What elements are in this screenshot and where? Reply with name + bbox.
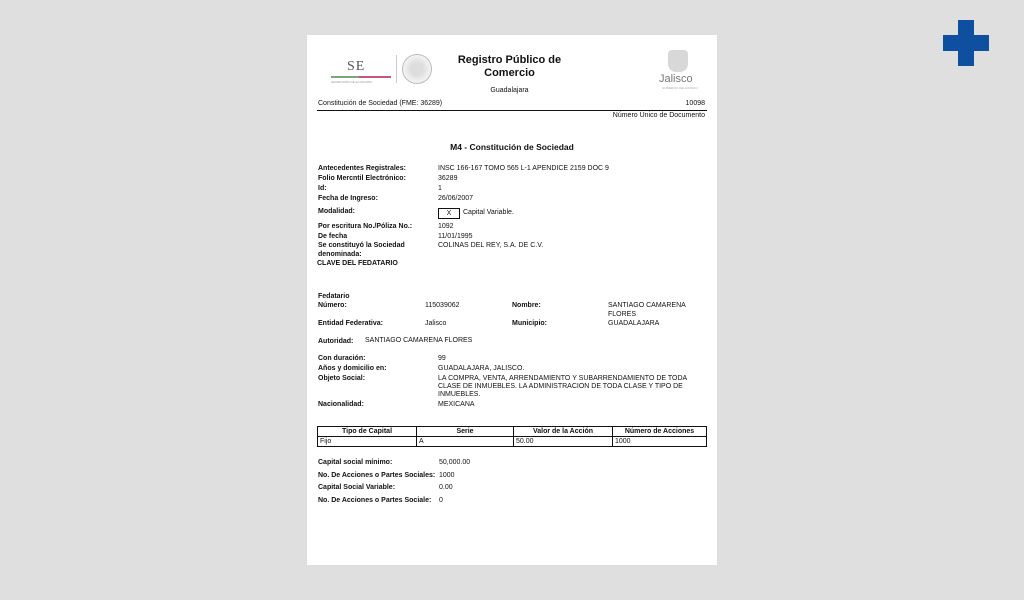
- col-numero: Número de Acciones: [613, 427, 707, 437]
- capital-variable-label: Capital Social Variable:: [318, 484, 396, 491]
- capital-minimo-label: Capital social mínimo:: [318, 459, 393, 466]
- denominada-value: COLINAS DEL REY, S.A. DE C.V.: [438, 242, 544, 249]
- fecha-ingreso-label: Fecha de Ingreso:: [318, 195, 378, 202]
- objeto-label: Objeto Social:: [318, 375, 366, 382]
- escritura-value: 1092: [438, 223, 454, 230]
- denominada-label-2: denominada:: [318, 251, 362, 258]
- document-title: Registro Público de Comercio: [457, 54, 562, 79]
- denominada-label-1: Se constituyó la Sociedad: [318, 242, 405, 249]
- fecha-ingreso-value: 26/06/2007: [438, 195, 474, 202]
- nombre-label: Nombre:: [512, 302, 541, 309]
- doc-number-label: Número Único de Documento: [612, 112, 705, 119]
- folio-label: Folio Mercntil Electrónico:: [318, 175, 406, 182]
- nacionalidad-value: MEXICANA: [438, 401, 475, 408]
- doc-number: 10098: [685, 100, 705, 107]
- domicilio-value: GUADALAJARA, JALISCO.: [438, 365, 525, 372]
- capital-variable-value: 0.00: [439, 484, 453, 491]
- city: Guadalajara: [490, 87, 529, 94]
- autoridad-value: SANTIAGO CAMARENA FLORES: [365, 337, 473, 344]
- nacionalidad-label: Nacionalidad:: [318, 401, 364, 408]
- municipio-value: GUADALAJARA: [608, 320, 660, 327]
- nombre-value-2: FLORES: [608, 311, 637, 318]
- antecedentes-value: INSC 166-167 TOMO 565 L-1 APENDICE 2159 DOC 9: [438, 165, 609, 172]
- id-value: 1: [438, 185, 442, 192]
- col-tipo: Tipo de Capital: [318, 427, 417, 437]
- clave-fedatario-label: CLAVE DEL FEDATARIO: [317, 260, 398, 267]
- modalidad-value: Capital Variable.: [463, 209, 514, 216]
- duracion-value: 99: [438, 355, 446, 362]
- logo-divider: [396, 55, 397, 83]
- document-page: SE SECRETARÍA DE ECONOMÍA Registro Público de Comercio Guadalajara Jalisco GOBIERNO DEL ESTADO Constitución de Sociedad (FME: 36289) 10098 Número Único de Documento M4 - Constitución de Sociedad Antecedentes Registrales: INSC 166-167 TOMO 565 L-1 APENDICE 2159 DOC 9 Folio Mercntil Electrónico: 36289 Id: 1 Fecha de Ingreso: 26/06/2007 Modalidad: X Capital Variable. Por escritura No./Póliza No.: 1092 De fecha 11/01/1995 Se constituyó la Sociedad denominada: COLINAS DEL REY, S.A. DE C.V. CLAVE DEL FEDATARIO Fedatario Número: 115039062 Nombre: SANTIAGO CAMARENA FLORES Entidad Federativa: Jalisco Municipio: GUADALAJARA Autoridad: SANTIAGO CAMARENA FLORES Con duración: 99 Años y domicilio en: GUADALAJARA, JALISCO. Objeto Social: LA COMPRA, VENTA, ARRENDAMIENTO Y SUBARRENDAMIENTO DE TODA CLASE DE INMUEBLES. LA ADMINISTRACION DE TODA CLASE Y TIPO DE INMUEBLES. Nacionalidad: MEXICANA Tipo de Capital Serie Valor de la Acción Número de Acciones Fijo A 50.00 1000 Capital social mínimo: 50,000.00 No. De Acciones o Partes Sociales: 1000 Capital Social Variable: 0.00 No. De Acciones o Partes Sociale: 0: [307, 35, 717, 565]
- objeto-value-3: INMUEBLES.: [438, 391, 481, 398]
- id-label: Id:: [318, 185, 327, 192]
- se-logo: SE SECRETARÍA DE ECONOMÍA: [331, 59, 391, 87]
- section-title: M4 - Constitución de Sociedad: [450, 142, 574, 152]
- duracion-label: Con duración:: [318, 355, 366, 362]
- de-fecha-label: De fecha: [318, 233, 348, 240]
- acciones-var-value: 0: [439, 497, 443, 504]
- col-valor: Valor de la Acción: [514, 427, 613, 437]
- numero-value: 115039062: [425, 302, 460, 309]
- jalisco-crest-icon: [668, 50, 688, 72]
- modalidad-label: Modalidad:: [318, 208, 355, 215]
- autoridad-label: Autoridad:: [318, 338, 354, 345]
- acciones-label: No. De Acciones o Partes Sociales:: [318, 472, 436, 479]
- nombre-value-1: SANTIAGO CAMARENA: [608, 302, 686, 309]
- escritura-label: Por escritura No./Póliza No.:: [318, 223, 413, 230]
- plus-icon[interactable]: [943, 20, 989, 66]
- municipio-label: Municipio:: [512, 320, 547, 327]
- modalidad-checkbox: X: [438, 208, 460, 219]
- folio-value: 36289: [438, 175, 458, 182]
- entidad-label: Entidad Federativa:: [318, 320, 383, 327]
- de-fecha-value: 11/01/1995: [438, 233, 473, 240]
- col-serie: Serie: [417, 427, 514, 437]
- objeto-value-2: CLASE DE INMUEBLES. LA ADMINISTRACION DE TODA CLASE Y TIPO DE: [438, 383, 683, 390]
- jalisco-logo: Jalisco: [659, 73, 693, 85]
- capital-table: [317, 426, 707, 447]
- fedatario-heading: Fedatario: [318, 293, 350, 300]
- entidad-value: Jalisco: [425, 320, 447, 327]
- header-divider: [317, 110, 707, 111]
- acciones-var-label: No. De Acciones o Partes Sociale:: [318, 497, 432, 504]
- acciones-value: 1000: [439, 472, 455, 479]
- antecedentes-label: Antecedentes Registrales:: [318, 165, 406, 172]
- numero-label: Número:: [318, 302, 347, 309]
- domicilio-label: Años y domicilio en:: [318, 365, 387, 372]
- table-row: Fijo A 50.00 1000: [318, 437, 707, 447]
- doc-type: Constitución de Sociedad (FME: 36289): [318, 100, 443, 107]
- objeto-value-1: LA COMPRA, VENTA, ARRENDAMIENTO Y SUBARRENDAMIENTO DE TODA: [438, 375, 688, 382]
- national-seal-icon: [402, 54, 432, 84]
- capital-minimo-value: 50,000.00: [439, 459, 471, 466]
